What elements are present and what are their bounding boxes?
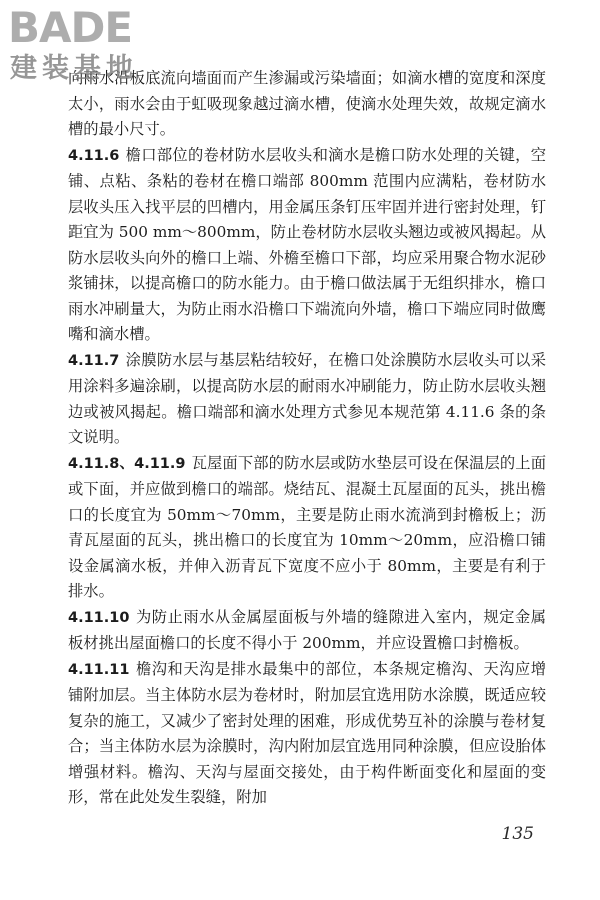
paragraph-text: 涂膜防水层与基层粘结较好，在檐口处涂膜防水层收头可以采用涂料多遍涂刷，以提高防水层的耐雨水冲刷能力，防止防水层收头翘边或被风揭起。檐口端部和滴水处理方式参见本规范第 4.11.6 条的条文说明。 <box>68 350 546 446</box>
paragraph-text: 向雨水沿板底流向墙面而产生渗漏或污染墙面；如滴水槽的宽度和深度太小，雨水会由于虹吸现象越过滴水槽，使滴水处理失效，故规定滴水槽的最小尺寸。 <box>68 69 546 138</box>
paragraph-text: 为防止雨水从金属屋面板与外墙的缝隙进入室内，规定金属板材挑出屋面檐口的长度不得小于 200mm，并应设置檐口封檐板。 <box>68 607 546 652</box>
paragraph-text: 檐沟和天沟是排水最集中的部位，本条规定檐沟、天沟应增铺附加层。当主体防水层为卷材时，附加层宜选用防水涂膜，既适应较复杂的施工，又减少了密封处理的困难，形成优势互补的涂膜与卷材复合；当主体防水层为涂膜时，沟内附加层宜选用同种涂膜，但应设胎体增强材料。檐沟、天沟与屋面交接处，由于构件断面变化和屋面的变形，常在此处发生裂缝，附加 <box>68 659 546 806</box>
paragraph-text: 檐口部位的卷材防水层收头和滴水是檐口防水处理的关键，空铺、点粘、条粘的卷材在檐口端部 800mm 范围内应满粘，卷材防水层收头压入找平层的凹槽内，用金属压条钉压牢固并进行密封处理，钉距宜为 500 mm～800mm，防止卷材防水层收头翘边或被风揭起。从防水层收头向外的檐口上端、外檐至檐口下部，均应采用聚合物水泥砂浆铺抹，以提高檐口的防水能力。由于檐口做法属于无组织排水，檐口雨水冲刷量大，为防止雨水沿檐口下端流向外墙，檐口下端应同时做鹰嘴和滴水槽。 <box>68 145 546 343</box>
paragraph-4-11-10 <box>68 605 546 657</box>
clause-number: 4.11.6 <box>68 147 120 164</box>
clause-number: 4.11.7 <box>68 352 120 369</box>
watermark-latin-text: BADE <box>8 3 133 52</box>
paragraph-4-11-8-9 <box>68 451 546 605</box>
paragraph-text: 瓦屋面下部的防水层或防水垫层可设在保温层的上面或下面，并应做到檐口的端部。烧结瓦、混凝土瓦屋面的瓦头，挑出檐口的长度宜为 50mm～70mm，主要是防止雨水流淌到封檐板上；沥青瓦屋面的瓦头，挑出檐口的长度宜为 10mm～20mm，应沿檐口铺设金属滴水板，并伸入沥青瓦下宽度不应小于 80mm，主要是有利于排水。 <box>68 453 546 600</box>
paragraph-4-11-6 <box>68 143 546 348</box>
clause-number: 4.11.10 <box>68 609 130 626</box>
watermark-cjk-text: 建装基地 <box>10 53 138 84</box>
clause-number: 4.11.8、4.11.9 <box>68 455 186 472</box>
paragraph-continuation <box>68 66 546 143</box>
document-body <box>68 66 546 811</box>
page-number: 135 <box>501 824 534 844</box>
paragraph-4-11-11 <box>68 657 546 811</box>
clause-number: 4.11.11 <box>68 661 130 678</box>
paragraph-4-11-7 <box>68 348 546 451</box>
